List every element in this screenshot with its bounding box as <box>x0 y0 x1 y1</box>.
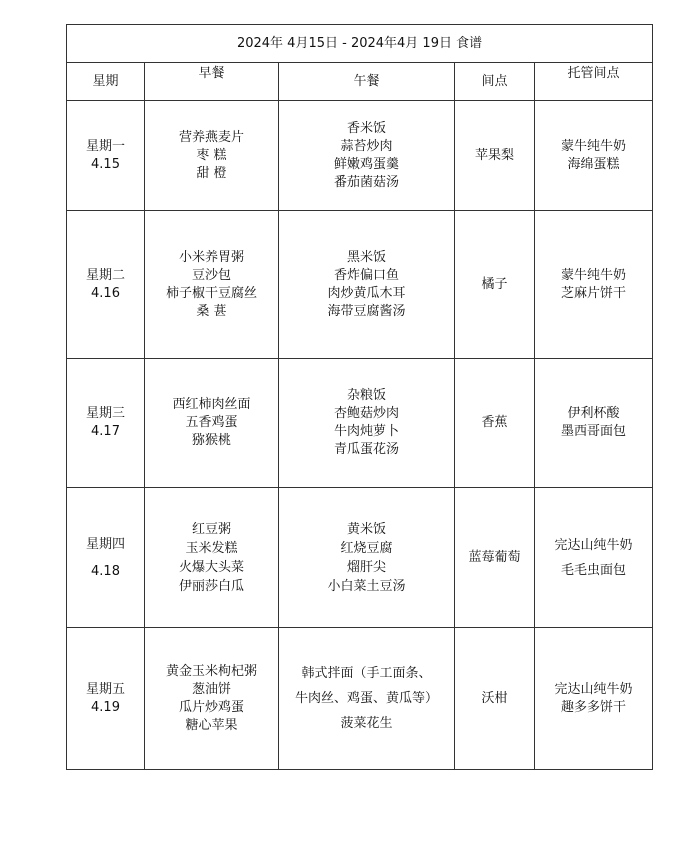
menu-item: 桑 葚 <box>196 303 227 319</box>
menu-item: 菠菜花生 <box>340 716 393 731</box>
menu-table <box>66 24 653 770</box>
header-snack: 间点 <box>455 63 535 101</box>
care-cell <box>535 488 653 628</box>
menu-item: 趣多多饼干 <box>561 699 627 715</box>
menu-item: 伊利杯酸 <box>567 406 620 421</box>
menu-title: 2024年 4月15日 - 2024年4月 19日 食谱 <box>67 25 653 63</box>
menu-item: 营养燕麦片 <box>178 129 244 145</box>
menu-item: 小米养胃粥 <box>178 249 244 265</box>
menu-item: 香米饭 <box>346 120 386 136</box>
lunch-cell <box>279 628 455 770</box>
menu-item: 豆沙包 <box>191 267 231 283</box>
menu-item: 海绵蛋糕 <box>567 156 620 172</box>
snack-cell: 橘子 <box>455 211 535 359</box>
date: 4.15 <box>91 156 120 172</box>
lunch-cell <box>279 359 455 488</box>
menu-item: 西红柿肉丝面 <box>172 397 251 412</box>
menu-item: 墨西哥面包 <box>561 424 627 439</box>
menu-item: 毛毛虫面包 <box>561 562 627 578</box>
breakfast-cell <box>145 628 279 770</box>
menu-item: 蒜苔炒肉 <box>340 138 393 154</box>
menu-item: 红豆粥 <box>191 521 231 537</box>
snack-cell: 香蕉 <box>455 359 535 488</box>
menu-item: 青瓜蛋花汤 <box>333 442 399 457</box>
menu-item: 黑米饭 <box>346 249 386 265</box>
menu-item: 小白菜土豆汤 <box>327 578 406 594</box>
lunch-cell <box>279 211 455 359</box>
care-cell <box>535 101 653 211</box>
table-row <box>67 488 653 628</box>
table-row <box>67 359 653 488</box>
menu-item: 鲜嫩鸡蛋羹 <box>333 156 399 172</box>
day-cell <box>67 628 145 770</box>
date: 4.19 <box>91 699 120 715</box>
header-care: 托管间点 <box>535 63 653 101</box>
date: 4.17 <box>91 424 120 439</box>
care-cell <box>535 628 653 770</box>
snack-cell: 沃柑 <box>455 628 535 770</box>
date: 4.16 <box>91 285 120 301</box>
menu-item: 蒙牛纯牛奶 <box>561 267 627 283</box>
table-row <box>67 628 653 770</box>
day-cell <box>67 488 145 628</box>
menu-item: 熘肝尖 <box>346 559 386 575</box>
menu-item: 伊丽莎白瓜 <box>178 578 244 594</box>
menu-item: 红烧豆腐 <box>340 540 393 556</box>
weekday: 星期五 <box>85 681 125 697</box>
menu-item: 牛肉丝、鸡蛋、黄瓜等） <box>294 691 438 706</box>
table-row <box>67 211 653 359</box>
weekday: 星期二 <box>85 267 125 283</box>
menu-item: 枣 糕 <box>196 147 227 163</box>
lunch-cell <box>279 101 455 211</box>
care-cell <box>535 211 653 359</box>
menu-item: 糖心苹果 <box>185 717 238 733</box>
menu-item: 杏鲍菇炒肉 <box>333 406 399 421</box>
header-row <box>67 63 653 101</box>
care-cell <box>535 359 653 488</box>
table-row <box>67 101 653 211</box>
day-cell <box>67 101 145 211</box>
menu-item: 韩式拌面（手工面条、 <box>301 666 432 681</box>
header-breakfast: 早餐 <box>145 63 279 101</box>
day-cell <box>67 211 145 359</box>
menu-item: 黄米饭 <box>346 521 386 537</box>
menu-item: 蒙牛纯牛奶 <box>561 138 627 154</box>
weekday: 星期一 <box>85 138 125 154</box>
weekday: 星期四 <box>85 536 125 552</box>
menu-item: 杂粮饭 <box>346 388 386 403</box>
date: 4.18 <box>91 563 120 579</box>
menu-item: 甜 橙 <box>196 165 227 181</box>
menu-item: 玉米发糕 <box>185 540 238 556</box>
day-cell <box>67 359 145 488</box>
menu-item: 火爆大头菜 <box>178 559 244 575</box>
breakfast-cell <box>145 211 279 359</box>
header-lunch: 午餐 <box>279 63 455 101</box>
menu-item: 完达山纯牛奶 <box>554 537 633 553</box>
header-day: 星期 <box>67 63 145 101</box>
menu-item: 柿子椒干豆腐丝 <box>165 285 257 301</box>
menu-item: 芝麻片饼干 <box>561 285 627 301</box>
menu-item: 番茄菌菇汤 <box>333 174 399 190</box>
menu-item: 葱油饼 <box>191 681 231 697</box>
lunch-cell <box>279 488 455 628</box>
breakfast-cell <box>145 359 279 488</box>
weekday: 星期三 <box>85 406 125 421</box>
menu-item: 香炸偏口鱼 <box>333 267 399 283</box>
menu-item: 肉炒黄瓜木耳 <box>327 285 406 301</box>
snack-cell: 蓝莓葡萄 <box>455 488 535 628</box>
snack-cell: 苹果梨 <box>455 101 535 211</box>
menu-item: 瓜片炒鸡蛋 <box>178 699 244 715</box>
menu-item: 五香鸡蛋 <box>185 415 238 430</box>
title-row <box>67 25 653 63</box>
menu-item: 牛肉炖萝卜 <box>333 424 399 439</box>
breakfast-cell <box>145 488 279 628</box>
menu-item: 猕猴桃 <box>191 433 231 448</box>
menu-item: 黄金玉米枸杞粥 <box>165 663 257 679</box>
menu-item: 海带豆腐酱汤 <box>327 303 406 319</box>
menu-item: 完达山纯牛奶 <box>554 681 633 697</box>
breakfast-cell <box>145 101 279 211</box>
